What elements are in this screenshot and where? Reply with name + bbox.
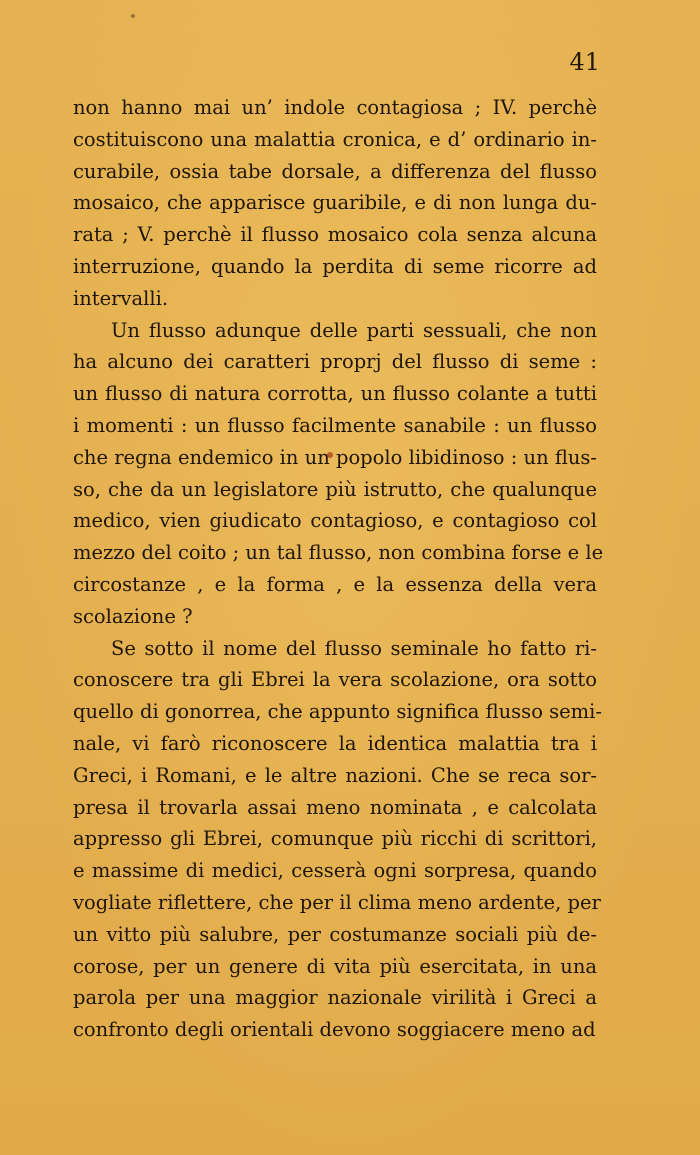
body-text	[73, 92, 604, 1046]
text-line: Se sotto il nome del flusso seminale ho fatto ri-	[111, 636, 597, 660]
text-line: curabile, ossia tabe dorsale, a differenza del flusso	[73, 159, 597, 183]
text-line: quello di gonorrea, che appunto significa flusso semi-	[73, 700, 602, 724]
text-line: circostanze , e la forma , e la essenza della vera	[73, 572, 597, 596]
text-line: scolazione ?	[73, 604, 193, 628]
text-line: Greci, i Romani, e le altre nazioni. Che se reca sor-	[73, 763, 597, 787]
text-line: vogliate riflettere, che per il clima meno ardente, per	[73, 890, 601, 914]
text-line: presa il trovarla assai meno nominata , e calcolata	[73, 795, 597, 819]
text-line: non hanno mai un’ indole contagiosa ; IV. perchè	[73, 96, 597, 119]
text-line: confronto degli orientali devono soggiacere meno ad	[73, 1018, 596, 1042]
text-line: mosaico, che apparisce guaribile, e di non lunga du-	[73, 191, 597, 215]
text-line: costituiscono una malattia cronica, e d’ ordinario in-	[73, 127, 597, 151]
page-number: 41	[569, 48, 600, 76]
paragraph	[73, 315, 604, 633]
text-line: Un flusso adunque delle parti sessuali, che non	[111, 318, 597, 342]
text-line: un vitto più salubre, per costumanze sociali più de-	[73, 922, 597, 946]
text-line: rata ; V. perchè il flusso mosaico cola senza alcuna	[73, 223, 597, 247]
text-line: mezzo del coito ; un tal flusso, non combina forse e le	[73, 541, 604, 565]
text-line: ha alcuno dei caratteri proprj del flusso di seme :	[73, 350, 597, 374]
paragraph	[73, 633, 602, 1046]
text-line: intervalli.	[73, 286, 169, 310]
text-line: un flusso di natura corrotta, un flusso colante a tutti	[73, 382, 597, 406]
text-line: e massime di medici, cesserà ogni sorpresa, quando	[73, 859, 597, 883]
text-line: appresso gli Ebrei, comunque più ricchi di scrittori,	[73, 827, 597, 851]
text-line: conoscere tra gli Ebrei la vera scolazione, ora sotto	[73, 668, 597, 692]
ink-speck	[131, 14, 135, 18]
text-line: so, che da un legislatore più istrutto, che qualunque	[73, 477, 597, 501]
text-line: che regna endemico in un popolo libidinoso : un flus-	[73, 445, 597, 469]
paragraph	[73, 92, 597, 315]
text-line: medico, vien giudicato contagioso, e contagioso col	[73, 509, 597, 533]
text-line: i momenti : un flusso facilmente sanabile : un flusso	[73, 413, 597, 437]
text-line: parola per una maggior nazionale virilità i Greci a	[73, 986, 597, 1010]
text-line: interruzione, quando la perdita di seme ricorre ad	[73, 254, 597, 278]
text-line: corose, per un genere di vita più esercitata, in una	[73, 954, 597, 978]
text-line: nale, vi farò riconoscere la identica malattia tra i	[73, 731, 597, 755]
